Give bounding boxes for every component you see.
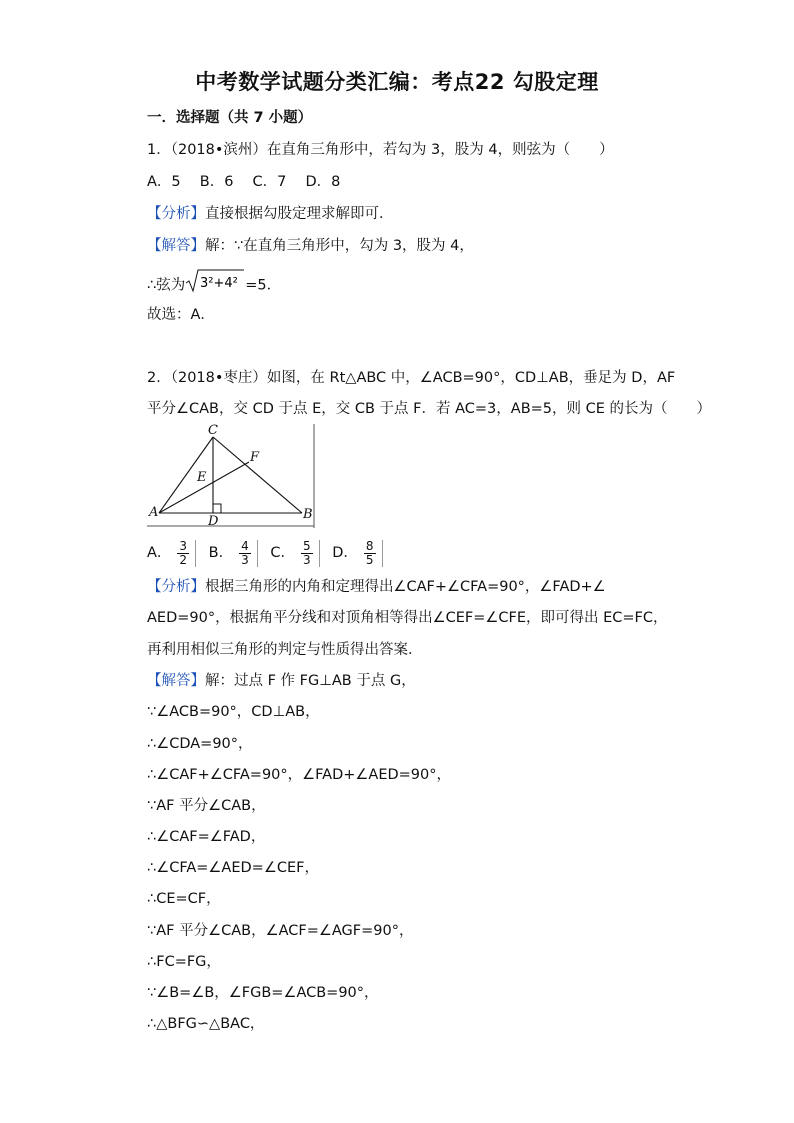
q1-sqrt-line: [147, 268, 281, 303]
q2-answer-line-1: ∵∠ACB=90°，CD⊥AB，: [147, 704, 320, 720]
label-e: E: [197, 470, 207, 485]
answer-text: 解：∵在直角三角形中，勾为 3，股为 4，: [205, 238, 474, 254]
label-c: C: [208, 424, 218, 438]
q1-answer: [147, 236, 474, 256]
analysis-text: 直接根据勾股定理求解即可．: [205, 206, 394, 222]
sqrt-suffix: =5．: [245, 277, 282, 294]
option-b: B． $\frac{4}{3}$: [209, 545, 262, 561]
option-a: A． $\frac{3}{2}$: [147, 545, 200, 561]
q2-analysis-line2: AED=90°，根据角平分线和对顶角相等得出∠CEF=∠CFE，即可得出 EC=FC，: [147, 610, 668, 626]
label-b: B: [303, 507, 313, 522]
q2-options: [147, 536, 391, 570]
sqrt-expression: [185, 268, 245, 303]
q2-stem-line1: 2．（2018•枣庄）如图，在 Rt△ABC 中，∠ACB=90°，CD⊥AB，垂足为 D，AF: [147, 370, 676, 386]
q2-analysis-line3: 再利用相似三角形的判定与性质得出答案．: [147, 642, 423, 658]
option-d: D． $\frac{8}{5}$: [332, 545, 386, 561]
q2-answer-line-4: ∵AF 平分∠CAB，: [147, 798, 266, 814]
q2-answer-line-7: ∴CE=CF，: [147, 891, 221, 907]
analysis-tag: 【分析】: [147, 206, 205, 222]
label-f: F: [250, 450, 260, 465]
triangle-figure: [147, 424, 317, 528]
q2-analysis-line1: 【分析】根据三角形的内角和定理得出∠CAF+∠CFA=90°，∠FAD+∠: [147, 579, 606, 595]
q2-answer-line-5: ∴∠CAF=∠FAD，: [147, 829, 266, 845]
sqrt-prefix: ∴弦为: [147, 277, 186, 294]
right-angle-mark: [213, 504, 221, 513]
analysis-tag: 【分析】: [147, 579, 205, 595]
label-d: D: [208, 514, 219, 528]
q2-stem-line2: 平分∠CAB，交 CD 于点 E，交 CB 于点 F．若 AC=3，AB=5，则 CE 的长为（ ）: [147, 401, 712, 417]
q2-answer-line-3: ∴∠CAF+∠CFA=90°，∠FAD+∠AED=90°，: [147, 767, 451, 783]
label-a: A: [149, 505, 159, 520]
q2-answer-line-10: ∵∠B=∠B，∠FGB=∠ACB=90°，: [147, 985, 379, 1001]
q2-answer-line-6: ∴∠CFA=∠AED=∠CEF，: [147, 860, 319, 876]
option-c: C． $\frac{5}{3}$: [270, 545, 323, 561]
q2-answer-line-9: ∴FC=FG，: [147, 954, 221, 970]
section-heading: 一．选择题（共 7 小题）: [147, 110, 313, 126]
q1-analysis: [147, 204, 394, 224]
q2-answer-line-8: ∵AF 平分∠CAB，∠ACF=∠AGF=90°，: [147, 923, 414, 939]
sqrt-radicand: 3²+4²: [200, 276, 239, 291]
answer-tag: 【解答】: [147, 238, 205, 254]
q2-answer-line-11: ∴△BFG∽△BAC，: [147, 1016, 265, 1032]
answer-tag: 【解答】: [147, 673, 205, 689]
q1-stem: 1．（2018•滨州）在直角三角形中，若勾为 3，股为 4，则弦为（ ）: [147, 142, 614, 158]
page-title: 中考数学试题分类汇编：考点22 勾股定理: [195, 70, 599, 94]
q2-answer-line-2: ∴∠CDA=90°，: [147, 736, 253, 752]
q1-choice: 故选：A．: [147, 307, 215, 323]
q1-options: A．5 B．6 C．7 D．8: [147, 174, 341, 190]
q2-answer-line-0: 【解答】解：过点 F 作 FG⊥AB 于点 G，: [147, 673, 416, 689]
